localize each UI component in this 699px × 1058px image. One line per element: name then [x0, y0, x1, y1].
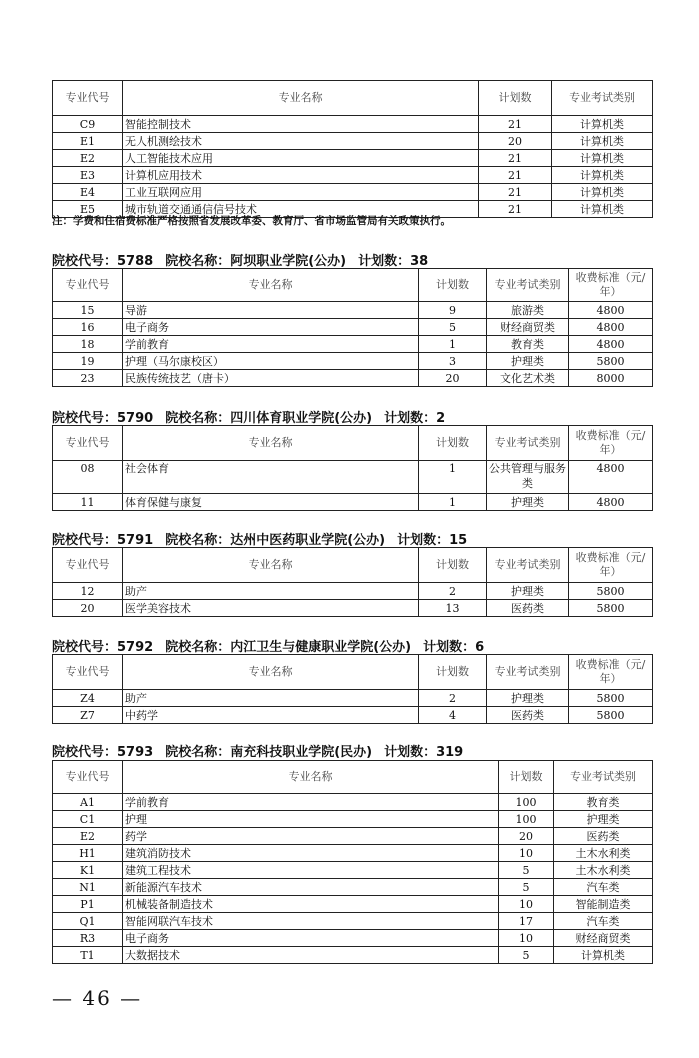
- header-code: 专业代号: [53, 761, 123, 794]
- major-code: A1: [53, 794, 123, 811]
- major-name: 学前教育: [123, 794, 499, 811]
- major-name: 建筑工程技术: [123, 862, 499, 879]
- school-major-table: [52, 654, 653, 724]
- major-name: 城市轨道交通通信信号技术: [123, 201, 479, 218]
- plan-count: 10: [499, 896, 554, 913]
- major-name: 护理: [123, 811, 499, 828]
- major-name: 机械装备制造技术: [123, 896, 499, 913]
- header-code: 专业代号: [53, 81, 123, 116]
- major-code: C1: [53, 811, 123, 828]
- table-row: [53, 862, 653, 879]
- plan-count: 4: [419, 707, 487, 724]
- header-category: 专业考试类别: [554, 761, 653, 794]
- code-label: 院校代号：5791: [52, 533, 154, 548]
- major-code: T1: [53, 947, 123, 964]
- header-plan: 计划数: [419, 269, 487, 302]
- major-code: 16: [53, 319, 123, 336]
- header-category: 专业考试类别: [487, 269, 569, 302]
- major-name: 智能控制技术: [123, 116, 479, 133]
- plan-count: 17: [499, 913, 554, 930]
- major-code: E2: [53, 828, 123, 845]
- plan-count: 20: [499, 828, 554, 845]
- fee-standard: 5800: [569, 707, 653, 724]
- fee-standard: 5800: [569, 690, 653, 707]
- major-code: E5: [53, 201, 123, 218]
- fee-note: 注：学费和住宿费标准严格按照省发展改革委、教育厅、省市场监管局有关政策执行。: [52, 215, 451, 227]
- exam-category: 智能制造类: [554, 896, 653, 913]
- school-header: [52, 741, 475, 760]
- exam-category: 护理类: [487, 494, 569, 511]
- plan-count: 100: [499, 811, 554, 828]
- major-code: C9: [53, 116, 123, 133]
- header-plan: 计划数: [479, 81, 552, 116]
- plan-count: 1: [419, 336, 487, 353]
- count-label: 计划数：6: [423, 640, 485, 655]
- major-code: 08: [53, 461, 123, 494]
- header-code: 专业代号: [53, 269, 123, 302]
- table-row: [53, 150, 653, 167]
- table-row: [53, 184, 653, 201]
- fee-standard: 4800: [569, 319, 653, 336]
- count-label: 计划数：319: [384, 745, 464, 760]
- exam-category: 土木水利类: [554, 862, 653, 879]
- header-name: 专业名称: [123, 269, 419, 302]
- exam-category: 计算机类: [552, 201, 653, 218]
- major-name: 无人机测绘技术: [123, 133, 479, 150]
- major-code: H1: [53, 845, 123, 862]
- count-label: 计划数：2: [384, 411, 446, 426]
- exam-category: 计算机类: [552, 184, 653, 201]
- major-name: 助产: [123, 690, 419, 707]
- table-row: [53, 930, 653, 947]
- header-plan: 计划数: [419, 655, 487, 690]
- school-header: [52, 636, 496, 655]
- header-name: 专业名称: [123, 761, 499, 794]
- major-name: 体育保健与康复: [123, 494, 419, 511]
- fee-standard: 5800: [569, 353, 653, 370]
- code-label: 院校代号：5792: [52, 640, 154, 655]
- major-code: 19: [53, 353, 123, 370]
- major-name: 新能源汽车技术: [123, 879, 499, 896]
- major-code: P1: [53, 896, 123, 913]
- table-row: [53, 336, 653, 353]
- table-row: [53, 690, 653, 707]
- major-table-continued: [52, 80, 653, 218]
- fee-standard: 4800: [569, 336, 653, 353]
- header-category: 专业考试类别: [552, 81, 653, 116]
- name-label: 院校名称：达州中医药职业学院(公办): [165, 533, 386, 548]
- plan-count: 10: [499, 930, 554, 947]
- plan-count: 21: [479, 167, 552, 184]
- plan-count: 5: [419, 319, 487, 336]
- major-name: 建筑消防技术: [123, 845, 499, 862]
- plan-count: 10: [499, 845, 554, 862]
- plan-count: 5: [499, 947, 554, 964]
- exam-category: 文化艺术类: [487, 370, 569, 387]
- plan-count: 20: [419, 370, 487, 387]
- plan-count: 13: [419, 600, 487, 617]
- exam-category: 财经商贸类: [487, 319, 569, 336]
- exam-category: 计算机类: [554, 947, 653, 964]
- header-name: 专业名称: [123, 426, 419, 461]
- table-row: [53, 494, 653, 511]
- exam-category: 汽车类: [554, 913, 653, 930]
- major-code: E2: [53, 150, 123, 167]
- table-row: [53, 302, 653, 319]
- table-row: [53, 461, 653, 494]
- name-label: 院校名称：南充科技职业学院(民办): [165, 745, 373, 760]
- major-name: 助产: [123, 583, 419, 600]
- header-category: 专业考试类别: [487, 426, 569, 461]
- major-name: 电子商务: [123, 930, 499, 947]
- plan-count: 9: [419, 302, 487, 319]
- major-name: 药学: [123, 828, 499, 845]
- plan-count: 2: [419, 583, 487, 600]
- major-code: K1: [53, 862, 123, 879]
- name-label: 院校名称：阿坝职业学院(公办): [165, 254, 347, 269]
- major-name: 智能网联汽车技术: [123, 913, 499, 930]
- table-row: [53, 319, 653, 336]
- exam-category: 汽车类: [554, 879, 653, 896]
- count-label: 计划数：15: [397, 533, 468, 548]
- header-fee: 收费标准（元/年）: [569, 426, 653, 461]
- table-row: [53, 600, 653, 617]
- school-major-table: [52, 425, 653, 511]
- exam-category: 医药类: [554, 828, 653, 845]
- school-major-table: [52, 268, 653, 387]
- table-row: [53, 583, 653, 600]
- major-name: 计算机应用技术: [123, 167, 479, 184]
- exam-category: 计算机类: [552, 133, 653, 150]
- major-name: 导游: [123, 302, 419, 319]
- major-code: 23: [53, 370, 123, 387]
- school-header: [52, 529, 479, 548]
- plan-count: 5: [499, 879, 554, 896]
- exam-category: 护理类: [487, 583, 569, 600]
- major-name: 护理（马尔康校区）: [123, 353, 419, 370]
- major-code: E4: [53, 184, 123, 201]
- major-name: 学前教育: [123, 336, 419, 353]
- school-major-table: [52, 547, 653, 617]
- exam-category: 土木水利类: [554, 845, 653, 862]
- header-plan: 计划数: [499, 761, 554, 794]
- header-fee: 收费标准（元/年）: [569, 269, 653, 302]
- plan-count: 3: [419, 353, 487, 370]
- table-row: [53, 913, 653, 930]
- fee-standard: 5800: [569, 600, 653, 617]
- header-category: 专业考试类别: [487, 655, 569, 690]
- exam-category: 医药类: [487, 600, 569, 617]
- header-code: 专业代号: [53, 426, 123, 461]
- code-label: 院校代号：5793: [52, 745, 154, 760]
- table-row: [53, 370, 653, 387]
- table-row: [53, 845, 653, 862]
- major-code: 11: [53, 494, 123, 511]
- header-name: 专业名称: [123, 655, 419, 690]
- table-row: [53, 947, 653, 964]
- header-code: 专业代号: [53, 655, 123, 690]
- major-code: 15: [53, 302, 123, 319]
- major-name: 中药学: [123, 707, 419, 724]
- exam-category: 财经商贸类: [554, 930, 653, 947]
- plan-count: 2: [419, 690, 487, 707]
- exam-category: 计算机类: [552, 150, 653, 167]
- exam-category: 医药类: [487, 707, 569, 724]
- major-code: 20: [53, 600, 123, 617]
- major-code: R3: [53, 930, 123, 947]
- major-code: 18: [53, 336, 123, 353]
- fee-standard: 4800: [569, 494, 653, 511]
- major-name: 医学美容技术: [123, 600, 419, 617]
- table-row: [53, 116, 653, 133]
- plan-count: 1: [419, 494, 487, 511]
- exam-category: 教育类: [554, 794, 653, 811]
- major-name: 电子商务: [123, 319, 419, 336]
- plan-count: 5: [499, 862, 554, 879]
- table-row: [53, 896, 653, 913]
- major-code: Z7: [53, 707, 123, 724]
- major-code: Q1: [53, 913, 123, 930]
- fee-standard: 4800: [569, 302, 653, 319]
- fee-standard: 8000: [569, 370, 653, 387]
- code-label: 院校代号：5790: [52, 411, 154, 426]
- major-code: E3: [53, 167, 123, 184]
- major-code: N1: [53, 879, 123, 896]
- plan-count: 21: [479, 201, 552, 218]
- plan-count: 1: [419, 461, 487, 494]
- page-number: — 46 —: [52, 986, 143, 1010]
- major-name: 大数据技术: [123, 947, 499, 964]
- school-major-table: [52, 760, 653, 964]
- major-code: 12: [53, 583, 123, 600]
- header-plan: 计划数: [419, 548, 487, 583]
- count-label: 计划数：38: [358, 254, 429, 269]
- table-row: [53, 353, 653, 370]
- plan-count: 21: [479, 150, 552, 167]
- table-row: [53, 133, 653, 150]
- header-name: 专业名称: [123, 81, 479, 116]
- table-row: [53, 828, 653, 845]
- header-code: 专业代号: [53, 548, 123, 583]
- exam-category: 计算机类: [552, 167, 653, 184]
- code-label: 院校代号：5788: [52, 254, 154, 269]
- plan-count: 20: [479, 133, 552, 150]
- plan-count: 21: [479, 184, 552, 201]
- major-name: 人工智能技术应用: [123, 150, 479, 167]
- exam-category: 计算机类: [552, 116, 653, 133]
- exam-category: 教育类: [487, 336, 569, 353]
- major-name: 民族传统技艺（唐卡）: [123, 370, 419, 387]
- header-plan: 计划数: [419, 426, 487, 461]
- major-code: E1: [53, 133, 123, 150]
- major-name: 工业互联网应用: [123, 184, 479, 201]
- major-name: 社会体育: [123, 461, 419, 494]
- table-row: [53, 879, 653, 896]
- name-label: 院校名称：内江卫生与健康职业学院(公办): [165, 640, 412, 655]
- table-row: [53, 707, 653, 724]
- table-row: [53, 167, 653, 184]
- school-header: [52, 250, 440, 269]
- exam-category: 护理类: [487, 690, 569, 707]
- header-fee: 收费标准（元/年）: [569, 655, 653, 690]
- exam-category: 旅游类: [487, 302, 569, 319]
- fee-standard: 4800: [569, 461, 653, 494]
- exam-category: 公共管理与服务类: [487, 461, 569, 494]
- fee-standard: 5800: [569, 583, 653, 600]
- table-row: [53, 794, 653, 811]
- header-name: 专业名称: [123, 548, 419, 583]
- name-label: 院校名称：四川体育职业学院(公办): [165, 411, 373, 426]
- exam-category: 护理类: [487, 353, 569, 370]
- header-category: 专业考试类别: [487, 548, 569, 583]
- table-row: [53, 811, 653, 828]
- school-header: [52, 407, 457, 426]
- exam-category: 护理类: [554, 811, 653, 828]
- plan-count: 100: [499, 794, 554, 811]
- plan-count: 21: [479, 116, 552, 133]
- major-code: Z4: [53, 690, 123, 707]
- header-fee: 收费标准（元/年）: [569, 548, 653, 583]
